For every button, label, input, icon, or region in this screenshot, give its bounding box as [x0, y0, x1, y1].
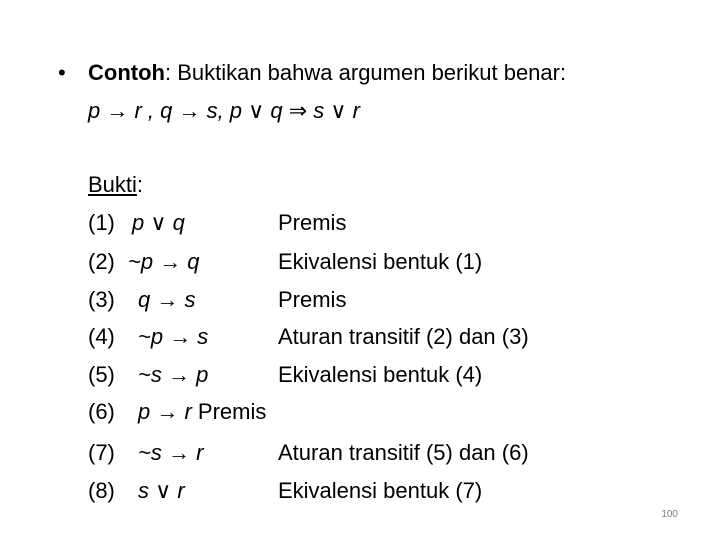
example-heading — [58, 60, 566, 86]
step-justification: Premis — [278, 210, 347, 235]
step-number: (8) — [88, 478, 115, 503]
proof-title-label: Bukti — [88, 172, 137, 197]
step-expression-with-justification — [138, 399, 266, 425]
step-justification: Aturan transitif (2) dan (3) — [278, 324, 529, 349]
step-justification: Premis — [278, 287, 347, 312]
step-justification: Ekivalensi bentuk (4) — [278, 362, 483, 387]
step-expression: ~p → q — [128, 249, 200, 274]
step-justification: Premis — [197, 399, 267, 424]
step-expression: p ∨ q — [132, 210, 185, 235]
step-expression: ~s → p — [138, 362, 209, 387]
step-number: (2) — [88, 249, 115, 274]
step-number: (4) — [88, 324, 115, 349]
step-number: (7) — [88, 440, 115, 465]
page-number: 100 — [661, 509, 678, 520]
step-number: (1) — [88, 210, 115, 235]
bullet-icon: • — [58, 60, 66, 85]
proof-title-colon: : — [136, 172, 144, 197]
step-number: (5) — [88, 362, 115, 387]
step-justification: Ekivalensi bentuk (1) — [278, 249, 483, 274]
step-expression: s ∨ r — [138, 478, 185, 503]
step-number: (3) — [88, 287, 115, 312]
argument-statement: p → r , q → s, p ∨ q ⇒ s ∨ r — [88, 98, 360, 123]
step-expression: p → r — [138, 399, 192, 424]
step-number: (6) — [88, 399, 115, 424]
step-expression: q → s — [138, 287, 196, 312]
step-justification: Ekivalensi bentuk (7) — [278, 478, 483, 503]
proof-title — [88, 172, 143, 198]
heading-keyword: Contoh — [88, 60, 165, 85]
step-expression: ~s → r — [138, 440, 204, 465]
heading-text: : Buktikan bahwa argumen berikut benar: — [164, 60, 567, 85]
step-expression: ~p → s — [138, 324, 209, 349]
step-justification: Aturan transitif (5) dan (6) — [278, 440, 529, 465]
